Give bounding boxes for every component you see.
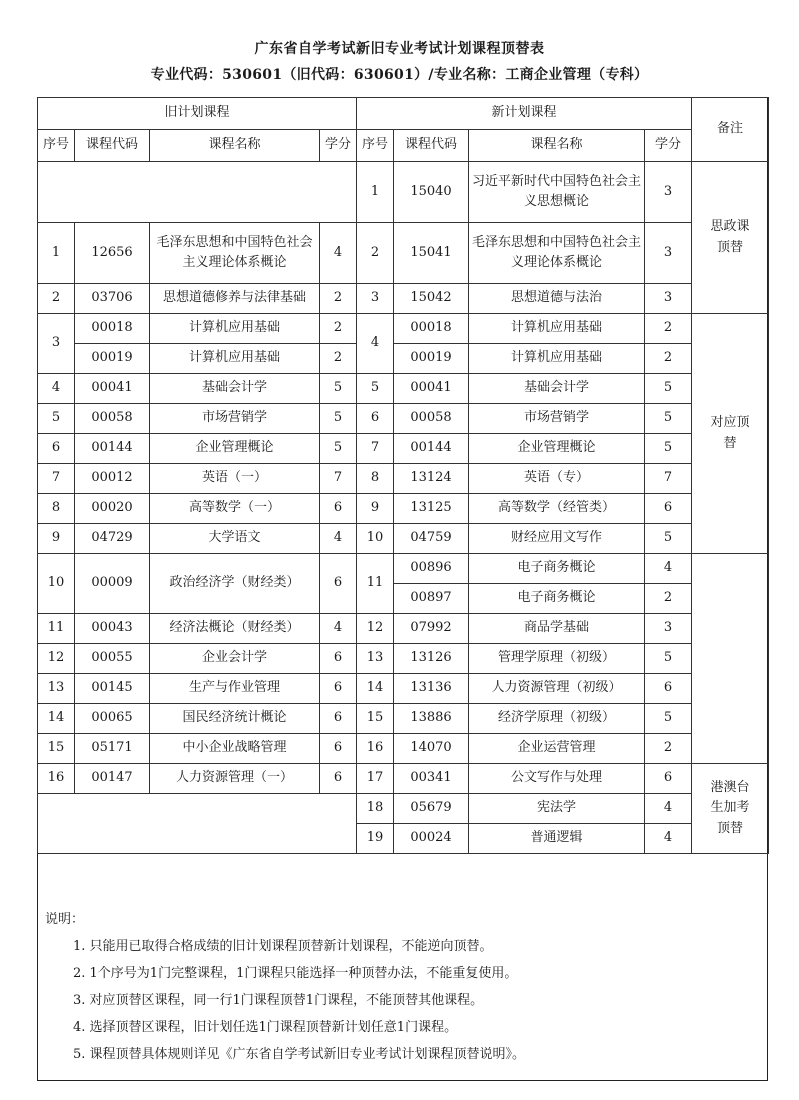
old-credit: 6 [320,704,357,734]
old-credit: 6 [320,674,357,704]
new-seq: 18 [357,794,394,824]
old-name: 基础会计学 [150,374,320,404]
new-code: 04759 [394,524,469,554]
new-name: 毛泽东思想和中国特色社会主义理论体系概论 [469,223,645,284]
new-credit: 2 [645,734,692,764]
new-seq: 16 [357,734,394,764]
page-subtitle: 专业代码：530601（旧代码：630601）/专业名称：工商企业管理（专科） [150,67,649,83]
old-code: 00009 [75,554,150,614]
old-code: 00020 [75,494,150,524]
old-credit: 5 [320,374,357,404]
new-name: 电子商务概论 [469,554,645,584]
old-credit: 5 [320,404,357,434]
new-credit: 5 [645,374,692,404]
new-credit: 2 [645,314,692,344]
old-code: 00145 [75,674,150,704]
old-seq: 3 [38,314,75,374]
old-code: 00065 [75,704,150,734]
new-seq: 19 [357,824,394,854]
new-credit: 3 [645,162,692,223]
new-code: 13126 [394,644,469,674]
old-code: 05171 [75,734,150,764]
old-name: 英语（一） [150,464,320,494]
old-seq: 15 [38,734,75,764]
new-seq: 14 [357,674,394,704]
old-credit: 2 [320,344,357,374]
table-row [38,764,769,794]
old-name: 生产与作业管理 [150,674,320,704]
new-seq: 11 [357,554,394,614]
old-name-header: 课程名称 [150,130,320,162]
old-code: 00012 [75,464,150,494]
new-name: 习近平新时代中国特色社会主义思想概论 [469,162,645,223]
new-code: 15040 [394,162,469,223]
table-row [38,284,769,314]
old-credit: 2 [320,284,357,314]
old-code: 00043 [75,614,150,644]
remark-corresponding: 对应顶替 [692,314,769,554]
new-code: 13124 [394,464,469,494]
table-row [38,162,769,223]
new-credit: 3 [645,284,692,314]
old-code: 00055 [75,644,150,674]
old-credit: 6 [320,644,357,674]
old-credit: 5 [320,434,357,464]
new-code-header: 课程代码 [394,130,469,162]
old-name: 计算机应用基础 [150,314,320,344]
note-item: 1. 只能用已取得合格成绩的旧计划课程顶替新计划课程，不能逆向顶替。 [73,939,493,954]
table-row [38,374,769,404]
new-code: 13136 [394,674,469,704]
new-name: 财经应用文写作 [469,524,645,554]
note-item: 4. 选择顶替区课程，旧计划任选1门课程顶替新计划任意1门课程。 [73,1020,458,1035]
new-name: 高等数学（经管类） [469,494,645,524]
new-credit: 2 [645,584,692,614]
old-name: 国民经济统计概论 [150,704,320,734]
notes-heading: 说明： [45,912,85,927]
old-code: 04729 [75,524,150,554]
new-seq: 4 [357,314,394,374]
remark-header: 备注 [692,98,769,162]
table-row [38,674,769,704]
old-seq: 16 [38,764,75,794]
old-credit: 4 [320,223,357,284]
new-code: 00019 [394,344,469,374]
old-seq: 4 [38,374,75,404]
new-credit: 7 [645,464,692,494]
old-code: 00058 [75,404,150,434]
new-credit: 5 [645,704,692,734]
old-seq: 7 [38,464,75,494]
new-seq: 9 [357,494,394,524]
new-name: 基础会计学 [469,374,645,404]
new-seq: 12 [357,614,394,644]
new-name: 宪法学 [469,794,645,824]
new-code: 05679 [394,794,469,824]
old-seq: 9 [38,524,75,554]
note-item: 2. 1个序号为1门完整课程，1门课程只能选择一种顶替办法，不能重复使用。 [73,966,518,981]
remark-ideological: 思政课顶替 [692,162,769,314]
table-row [38,524,769,554]
new-credit: 3 [645,614,692,644]
note-item: 3. 对应顶替区课程，同一行1门课程顶替1门课程，不能顶替其他课程。 [73,993,484,1008]
new-credit: 6 [645,494,692,524]
new-seq: 3 [357,284,394,314]
old-seq: 11 [38,614,75,644]
table-row [38,644,769,674]
old-name: 中小企业战略管理 [150,734,320,764]
new-name: 公文写作与处理 [469,764,645,794]
old-name: 高等数学（一） [150,494,320,524]
new-name-header: 课程名称 [469,130,645,162]
old-credit: 6 [320,764,357,794]
new-credit: 6 [645,674,692,704]
old-credit: 4 [320,524,357,554]
table-row [38,614,769,644]
new-seq: 2 [357,223,394,284]
old-code: 12656 [75,223,150,284]
new-name: 普通逻辑 [469,824,645,854]
old-code-header: 课程代码 [75,130,150,162]
new-credit: 4 [645,554,692,584]
old-seq: 2 [38,284,75,314]
old-credit: 2 [320,314,357,344]
old-name: 经济法概论（财经类） [150,614,320,644]
table-row [38,404,769,434]
old-credit-header: 学分 [320,130,357,162]
new-code: 00018 [394,314,469,344]
page-title: 广东省自学考试新旧专业考试计划课程顶替表 [254,41,545,57]
old-credit: 6 [320,554,357,614]
old-code: 00019 [75,344,150,374]
new-credit: 5 [645,644,692,674]
new-name: 计算机应用基础 [469,314,645,344]
old-seq: 8 [38,494,75,524]
old-seq: 12 [38,644,75,674]
old-plan-header: 旧计划课程 [38,98,357,130]
old-name: 大学语文 [150,524,320,554]
new-name: 企业运营管理 [469,734,645,764]
new-name: 思想道德与法治 [469,284,645,314]
old-seq: 1 [38,223,75,284]
new-code: 13125 [394,494,469,524]
new-credit: 5 [645,524,692,554]
new-seq: 7 [357,434,394,464]
old-name: 人力资源管理（一） [150,764,320,794]
table-row [38,734,769,764]
new-code: 00897 [394,584,469,614]
new-credit: 3 [645,223,692,284]
old-name: 市场营销学 [150,404,320,434]
new-seq: 1 [357,162,394,223]
old-credit: 6 [320,734,357,764]
new-name: 管理学原理（初级） [469,644,645,674]
new-code: 15042 [394,284,469,314]
old-seq-header: 序号 [38,130,75,162]
table-row [38,794,769,824]
new-seq: 17 [357,764,394,794]
new-seq: 6 [357,404,394,434]
table-row [38,704,769,734]
old-code: 00041 [75,374,150,404]
old-seq: 6 [38,434,75,464]
old-code: 03706 [75,284,150,314]
old-code: 00018 [75,314,150,344]
empty-old-cell [38,162,357,223]
table-row [38,344,769,374]
old-code: 00144 [75,434,150,464]
new-credit: 5 [645,404,692,434]
empty-old-cell [38,794,357,854]
new-code: 13886 [394,704,469,734]
old-name: 企业会计学 [150,644,320,674]
new-name: 英语（专） [469,464,645,494]
old-name: 毛泽东思想和中国特色社会主义理论体系概论 [150,223,320,284]
old-name: 思想道德修养与法律基础 [150,284,320,314]
new-seq: 8 [357,464,394,494]
old-seq: 10 [38,554,75,614]
new-seq: 15 [357,704,394,734]
table-row [38,494,769,524]
new-seq: 13 [357,644,394,674]
new-credit-header: 学分 [645,130,692,162]
old-seq: 14 [38,704,75,734]
notes-section [45,906,525,1068]
new-credit: 6 [645,764,692,794]
old-name: 计算机应用基础 [150,344,320,374]
new-name: 经济学原理（初级） [469,704,645,734]
new-credit: 5 [645,434,692,464]
new-code: 07992 [394,614,469,644]
note-item: 5. 课程顶替具体规则详见《广东省自学考试新旧专业考试计划课程顶替说明》。 [73,1047,526,1062]
new-seq-header: 序号 [357,130,394,162]
course-replacement-table [37,97,769,854]
old-code: 00147 [75,764,150,794]
new-name: 企业管理概论 [469,434,645,464]
table-row [38,223,769,284]
new-seq: 5 [357,374,394,404]
old-credit: 6 [320,494,357,524]
table-row [38,464,769,494]
old-credit: 7 [320,464,357,494]
new-name: 计算机应用基础 [469,344,645,374]
old-seq: 13 [38,674,75,704]
new-code: 15041 [394,223,469,284]
remark-hmt: 港澳台生加考顶替 [692,764,769,854]
old-credit: 4 [320,614,357,644]
new-name: 商品学基础 [469,614,645,644]
new-credit: 4 [645,824,692,854]
new-code: 00024 [394,824,469,854]
table-row [38,434,769,464]
old-name: 企业管理概论 [150,434,320,464]
old-seq: 5 [38,404,75,434]
new-name: 人力资源管理（初级） [469,674,645,704]
new-name: 市场营销学 [469,404,645,434]
new-code: 00144 [394,434,469,464]
new-code: 00041 [394,374,469,404]
table-row [38,314,769,344]
new-code: 00058 [394,404,469,434]
old-name: 政治经济学（财经类） [150,554,320,614]
new-seq: 10 [357,524,394,554]
new-plan-header: 新计划课程 [357,98,692,130]
new-code: 00341 [394,764,469,794]
new-name: 电子商务概论 [469,584,645,614]
new-credit: 2 [645,344,692,374]
new-credit: 4 [645,794,692,824]
new-code: 14070 [394,734,469,764]
table-row [38,554,769,584]
new-code: 00896 [394,554,469,584]
